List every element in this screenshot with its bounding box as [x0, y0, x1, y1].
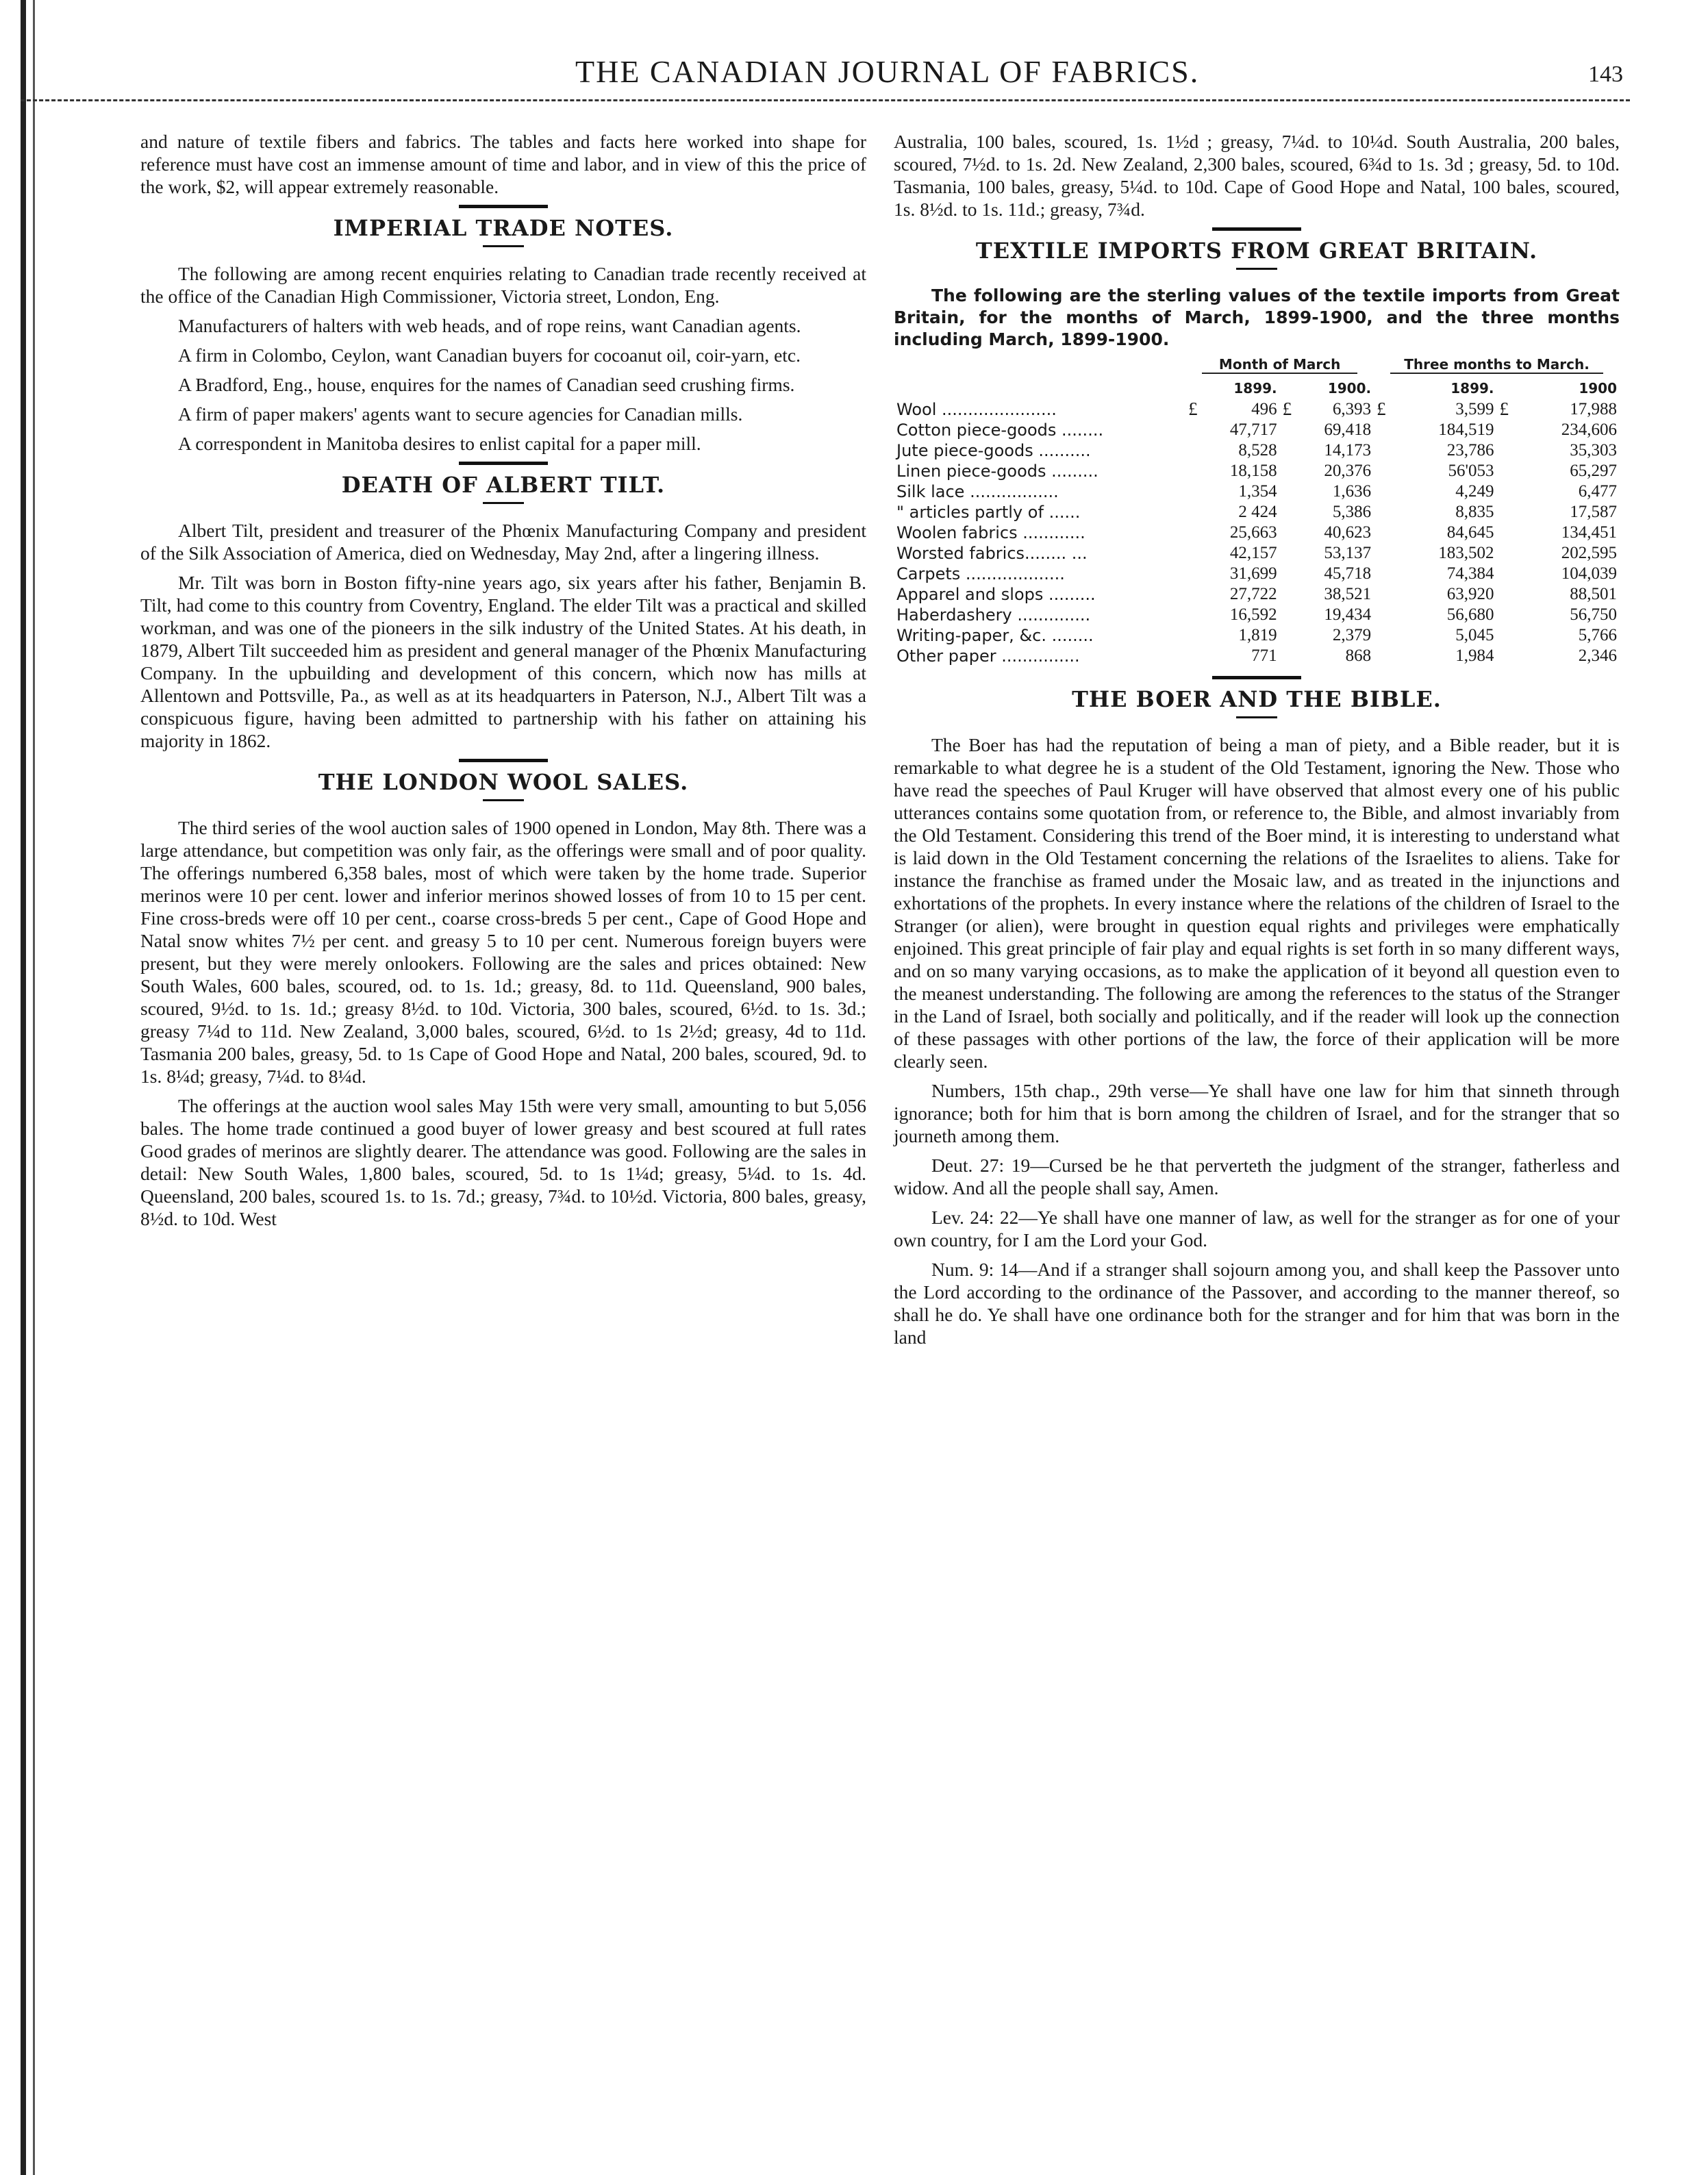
value-month-1899: 1,354: [1238, 482, 1277, 501]
currency-symbol: [1280, 543, 1302, 564]
boer-paragraph: The Boer has had the reputation of being a man of piety, and a Bible reader, but it is remarkable to what degree he is a student of the Old Testament, ignoring the New. Those who have read the speeches of Paul Kruger will have observed that almost every one of his public utterances contains some quotation from, or reference to, the Bible, and almost invariably from the Old Testament. Considering this trend of the Boer mind, it is interesting to understand what is laid down in the Old Testament concerning the relations of the Israelites to aliens. Take for instance the franchise as framed under the Mosaic law, and as treated in the injunctions and exhortations of the prophets. In every instance where the relations of the children of Israel to the Stranger (or alien), were brought in question equal rights and privileges were emphatically enjoined. This great principle of fair play and equal rights is set forth in so many different ways, and on so many varying occasions, as to make the application of it beyond all question even to the meanest understanding. The following are among the references to the status of the Stranger in the Land of Israel, both socially and politically, and if the reader will look up the connection of these passages with other portions of the law, the force of their application will be more clearly seen.: [894, 734, 1620, 1072]
boer-paragraph: Lev. 24: 22—Ye shall have one manner of law, as well for the stranger as for one of your own country, for I am the Lord your God.: [894, 1207, 1620, 1250]
table-row: [894, 584, 1620, 605]
currency-symbol: £: [1499, 399, 1509, 419]
imports-table: [894, 357, 1620, 666]
currency-symbol: [1280, 461, 1302, 481]
page-number: 143: [1588, 62, 1623, 87]
value-month-1900: 14,173: [1324, 441, 1372, 460]
boer-section: [894, 686, 1620, 1348]
heading-rule: [1236, 268, 1277, 270]
table-row: [894, 646, 1620, 666]
row-label: " articles partly of ......: [896, 503, 1081, 522]
currency-symbol: [1185, 481, 1207, 502]
wool-paragraph: The third series of the wool auction sales of 1900 opened in London, May 8th. There was a large attendance, but competition was only fair, as the offerings were small and of poor quality. The offerings numbered 6,358 bales, most of which were taken by the home trade. Superior merinos were 10 per cent. lower and inferior merinos showed losses of from 10 to 15 per cent. Fine cross-breds were off 10 per cent., coarse cross-breds 5 per cent., Cape of Good Hope and Natal snow whites 7½ per cent. and greasy 5 to 10 per cent. Numerous foreign buyers were present, but they were merely onlookers. Following are the sales and prices obtained: New South Wales, 600 bales, scoured, od. to 1s. 1d.; greasy, 8d. to 11d. Queensland, 900 bales, scoured, 9½d. to 1s. 1d.; greasy 8½d. to 10d. Victoria, 300 bales, scoured, 6½d. to 1s. 3d.; greasy 7¼d to 11d. New Zealand, 3,000 bales, scoured, 6½d. to 1s 2½d; greasy, 4d to 11d. Tasmania 200 bales, greasy, 5d. to 1s Cape of Good Hope and Natal, 200 bales, scoured, 9d. to 1s. 8¼d; greasy, 7¼d. to 8¼d.: [140, 817, 866, 1087]
row-label: Jute piece-goods ..........: [896, 441, 1091, 460]
currency-symbol: [1185, 564, 1207, 584]
page-header: [137, 48, 1630, 96]
row-label: Woolen fabrics ............: [896, 523, 1085, 542]
row-label: Linen piece-goods .........: [896, 462, 1098, 481]
value-three-1899: 23,786: [1446, 441, 1494, 460]
tilt-paragraph: Albert Tilt, president and treasurer of the Phœnix Manufacturing Company and president of the Silk Association of America, died on Wednesday, May 2nd, after a lingering illness.: [140, 520, 866, 564]
section-rule: [459, 759, 548, 762]
value-three-1900: 35,303: [1570, 441, 1617, 460]
row-label: Worsted fabrics........ ...: [896, 544, 1088, 563]
value-three-1900: 17,587: [1570, 503, 1617, 521]
wool-sales-heading: THE LONDON WOOL SALES.: [318, 769, 689, 795]
row-label: Carpets ...................: [896, 564, 1065, 583]
table-row: [894, 461, 1620, 481]
journal-title: THE CANADIAN JOURNAL OF FABRICS.: [575, 54, 1200, 89]
value-month-1899: 771: [1251, 646, 1277, 665]
value-three-1900: 56,750: [1570, 605, 1617, 624]
currency-symbol: [1374, 481, 1396, 502]
table-group-header: [894, 357, 1620, 378]
currency-symbol: [1497, 646, 1519, 666]
row-label: Other paper ...............: [896, 646, 1080, 666]
value-month-1899: 25,663: [1229, 523, 1277, 542]
header-rule: [21, 99, 1630, 101]
value-three-1900: 2,346: [1578, 646, 1617, 665]
value-month-1899: 496: [1251, 399, 1277, 418]
currency-symbol: [1497, 523, 1519, 543]
heading-rule: [483, 799, 524, 801]
section-rule: [1212, 676, 1301, 679]
currency-symbol: [1280, 605, 1302, 625]
currency-symbol: [1497, 440, 1519, 461]
value-month-1899: 1,819: [1238, 626, 1277, 644]
imports-intro: The following are the sterling values of the textile imports from Great Britain, for the months of March, 1899-1900, and the three months including March, 1899-1900.: [894, 286, 1620, 349]
currency-symbol: [1497, 605, 1519, 625]
currency-symbol: [1280, 584, 1302, 605]
value-three-1900: 88,501: [1570, 585, 1617, 603]
value-three-1900: 104,039: [1561, 564, 1617, 583]
imperial-paragraph: A firm of paper makers' agents want to secure agencies for Canadian mills.: [178, 403, 743, 425]
currency-symbol: [1497, 625, 1519, 646]
row-label: Haberdashery ..............: [896, 605, 1091, 625]
currency-symbol: [1374, 523, 1396, 543]
group-brace: [1390, 373, 1603, 378]
tilt-heading: DEATH OF ALBERT TILT.: [341, 472, 666, 498]
group-month-header: Month of March: [1218, 356, 1341, 373]
left-column: [140, 130, 866, 1237]
value-month-1899: 42,157: [1229, 544, 1277, 562]
tilt-section: [140, 472, 866, 752]
imperial-paragraph: The following are among recent enquiries relating to Canadian trade recently received at the office of the Canadian High Commissioner, Victoria street, London, Eng.: [140, 263, 866, 307]
currency-symbol: [1374, 461, 1396, 481]
year-header: 1900.: [1327, 380, 1372, 397]
value-month-1900: 6,393: [1332, 399, 1372, 418]
row-label: Writing-paper, &c. ........: [896, 626, 1094, 645]
value-three-1899: 84,645: [1446, 523, 1494, 542]
currency-symbol: £: [1188, 399, 1198, 419]
table-row: [894, 605, 1620, 625]
currency-symbol: [1185, 543, 1207, 564]
value-month-1899: 27,722: [1229, 585, 1277, 603]
heading-rule: [483, 502, 524, 504]
currency-symbol: [1374, 440, 1396, 461]
currency-symbol: [1280, 523, 1302, 543]
value-three-1899: 74,384: [1446, 564, 1494, 583]
currency-symbol: [1280, 625, 1302, 646]
value-three-1899: 63,920: [1446, 585, 1494, 603]
imperial-paragraph: A correspondent in Manitoba desires to enlist capital for a paper mill.: [178, 433, 701, 454]
table-row: [894, 523, 1620, 543]
currency-symbol: [1185, 420, 1207, 440]
imperial-trade-section: [140, 215, 866, 455]
currency-symbol: [1185, 440, 1207, 461]
value-three-1899: 183,502: [1438, 544, 1494, 562]
section-rule: [459, 462, 548, 465]
currency-symbol: [1497, 543, 1519, 564]
value-month-1899: 31,699: [1229, 564, 1277, 583]
boer-paragraph: Deut. 27: 19—Cursed be he that perverteth the judgment of the stranger, fatherless and widow. And all the people shall say, Amen.: [894, 1155, 1620, 1198]
value-month-1900: 53,137: [1324, 544, 1372, 562]
currency-symbol: [1185, 523, 1207, 543]
value-three-1900: 17,988: [1570, 399, 1617, 418]
currency-symbol: [1280, 564, 1302, 584]
table-row: [894, 399, 1620, 420]
row-label: Apparel and slops .........: [896, 585, 1096, 604]
table-row: [894, 625, 1620, 646]
currency-symbol: [1280, 481, 1302, 502]
value-month-1900: 69,418: [1324, 420, 1372, 439]
value-month-1899: 8,528: [1238, 441, 1277, 460]
currency-symbol: [1497, 420, 1519, 440]
imports-section: [894, 238, 1620, 666]
value-three-1900: 134,451: [1561, 523, 1617, 542]
row-label: Wool ......................: [896, 399, 1057, 419]
value-month-1900: 20,376: [1324, 462, 1372, 480]
currency-symbol: [1185, 646, 1207, 666]
year-header: 1900: [1579, 380, 1617, 397]
binding-edge: [21, 0, 26, 2175]
currency-symbol: £: [1282, 399, 1292, 419]
value-three-1900: 234,606: [1561, 420, 1617, 439]
table-row: [894, 481, 1620, 502]
boer-heading: THE BOER AND THE BIBLE.: [1072, 686, 1442, 712]
row-label: Cotton piece-goods ........: [896, 420, 1104, 440]
value-month-1899: 18,158: [1229, 462, 1277, 480]
imports-heading: TEXTILE IMPORTS FROM GREAT BRITAIN.: [975, 238, 1538, 264]
imperial-paragraph: Manufacturers of halters with web heads, and of rope reins, want Canadian agents.: [178, 315, 801, 336]
value-month-1900: 45,718: [1324, 564, 1372, 583]
value-three-1899: 56,680: [1446, 605, 1494, 624]
currency-symbol: [1280, 420, 1302, 440]
value-three-1899: 56'053: [1448, 462, 1494, 480]
value-three-1900: 6,477: [1578, 482, 1617, 501]
table-row: [894, 502, 1620, 523]
currency-symbol: [1185, 605, 1207, 625]
value-month-1900: 2,379: [1332, 626, 1372, 644]
boer-paragraph: Num. 9: 14—And if a stranger shall sojourn among you, and shall keep the Passover unto the Lord according to the ordinance of the Passover, and according to the manner thereof, so shall he do. Ye shall have one ordinance both for the stranger and for him that was born in the land: [894, 1259, 1620, 1348]
currency-symbol: [1374, 584, 1396, 605]
wool-paragraph: The offerings at the auction wool sales May 15th were very small, amounting to but 5,056 bales. The home trade continued a good buyer of lower greasy and best scoured at full rates Good grades of merinos are slightly dearer. The attendance was good. Following are the sales in detail: New South Wales, 1,800 bales, scoured, 5d. to 1s 1¼d; greasy, 5¼d. to 1s. 4d. Queensland, 200 bales, scoured 1s. to 1s. 7d.; greasy, 7¾d. to 10½d. Victoria, 800 bales, greasy, 8½d. to 10d. West: [140, 1095, 866, 1229]
currency-symbol: [1497, 481, 1519, 502]
section-rule: [459, 205, 548, 208]
tilt-paragraph: Mr. Tilt was born in Boston fifty-nine years ago, six years after his father, Benjamin B. Tilt, had come to this country from Coventry, England. The elder Tilt was a practical and skilled workman, and was one of the pioneers in the silk industry of the United States. At his death, in 1879, Albert Tilt succeeded him as president and general manager of the Phœnix Manufacturing Company. In the upbuilding and development of this concern, which now has mills at Allentown and Pottsville, Pa., as well as at its headquarters in Paterson, N.J., Albert Tilt was a conspicuous figure, having been admitted to partnership with his father on attaining his majority in 1862.: [140, 572, 866, 751]
currency-symbol: [1374, 605, 1396, 625]
boer-paragraph: Numbers, 15th chap., 29th verse—Ye shall have one law for him that sinneth through ignorance; both for him that is born among the children of Israel, and for the stranger that so journeth among them.: [894, 1080, 1620, 1146]
heading-rule: [1236, 716, 1277, 718]
year-header: 1899.: [1233, 380, 1277, 397]
currency-symbol: [1280, 502, 1302, 523]
currency-symbol: £: [1377, 399, 1386, 419]
section-rule: [1212, 227, 1301, 231]
currency-symbol: [1497, 564, 1519, 584]
table-row: [894, 564, 1620, 584]
value-month-1900: 1,636: [1332, 482, 1372, 501]
imports-body: [894, 399, 1620, 666]
currency-symbol: [1374, 543, 1396, 564]
currency-symbol: [1280, 440, 1302, 461]
value-month-1900: 868: [1345, 646, 1372, 665]
value-three-1899: 184,519: [1438, 420, 1494, 439]
value-month-1900: 40,623: [1324, 523, 1372, 542]
imperial-paragraph: A firm in Colombo, Ceylon, want Canadian buyers for cocoanut oil, coir-yarn, etc.: [178, 344, 801, 366]
value-three-1900: 202,595: [1561, 544, 1617, 562]
value-three-1899: 1,984: [1455, 646, 1494, 665]
value-three-1899: 8,835: [1455, 503, 1494, 521]
value-month-1899: 2 424: [1238, 503, 1277, 521]
currency-symbol: [1497, 502, 1519, 523]
value-three-1900: 65,297: [1570, 462, 1617, 480]
table-row: [894, 440, 1620, 461]
right-column: [894, 130, 1620, 1355]
currency-symbol: [1280, 646, 1302, 666]
value-three-1899: 4,249: [1455, 482, 1494, 501]
value-month-1899: 47,717: [1229, 420, 1277, 439]
currency-symbol: [1185, 502, 1207, 523]
currency-symbol: [1374, 646, 1396, 666]
table-row: [894, 420, 1620, 440]
value-three-1899: 5,045: [1455, 626, 1494, 644]
imperial-trade-heading: IMPERIAL TRADE NOTES.: [333, 215, 674, 241]
value-three-1900: 5,766: [1578, 626, 1617, 644]
wool-sales-section: [140, 769, 866, 1230]
currency-symbol: [1374, 564, 1396, 584]
wool-continuation: Australia, 100 bales, scoured, 1s. 1½d ; greasy, 7¼d. to 10¼d. South Australia, 200 bales, scoured, 7½d. to 1s. 2d. New Zealand, 2,300 bales, scoured, 6¾d to 1s. 3d ; greasy, 5d. to 10d. Tasmania, 100 bales, greasy, 5¼d. to 10d. Cape of Good Hope and Natal, 100 bales, scoured, 1s. 8½d. to 1s. 11d.; greasy, 7¾d.: [894, 131, 1620, 220]
value-month-1900: 5,386: [1332, 503, 1372, 521]
currency-symbol: [1374, 502, 1396, 523]
table-year-header: [894, 378, 1620, 399]
heading-rule: [483, 245, 524, 247]
group-brace: [1202, 373, 1357, 378]
currency-symbol: [1374, 625, 1396, 646]
currency-symbol: [1497, 461, 1519, 481]
currency-symbol: [1185, 584, 1207, 605]
table-row: [894, 543, 1620, 564]
currency-symbol: [1374, 420, 1396, 440]
currency-symbol: [1185, 625, 1207, 646]
currency-symbol: [1185, 461, 1207, 481]
value-month-1900: 38,521: [1324, 585, 1372, 603]
value-month-1900: 19,434: [1324, 605, 1372, 624]
value-month-1899: 16,592: [1229, 605, 1277, 624]
currency-symbol: [1497, 584, 1519, 605]
row-label: Silk lace .................: [896, 482, 1059, 501]
binding-edge-line: [33, 0, 35, 2175]
value-three-1899: 3,599: [1455, 399, 1494, 418]
imperial-paragraph: A Bradford, Eng., house, enquires for the names of Canadian seed crushing firms.: [178, 374, 795, 395]
year-header: 1899.: [1450, 380, 1494, 397]
group-three-months-header: Three months to March.: [1404, 356, 1590, 373]
intro-paragraph: and nature of textile fibers and fabrics. The tables and facts here worked into shape for reference must have cost an immense amount of time and labor, and in view of this the price of the work, $2, will appear extremely reasonable.: [140, 131, 866, 197]
